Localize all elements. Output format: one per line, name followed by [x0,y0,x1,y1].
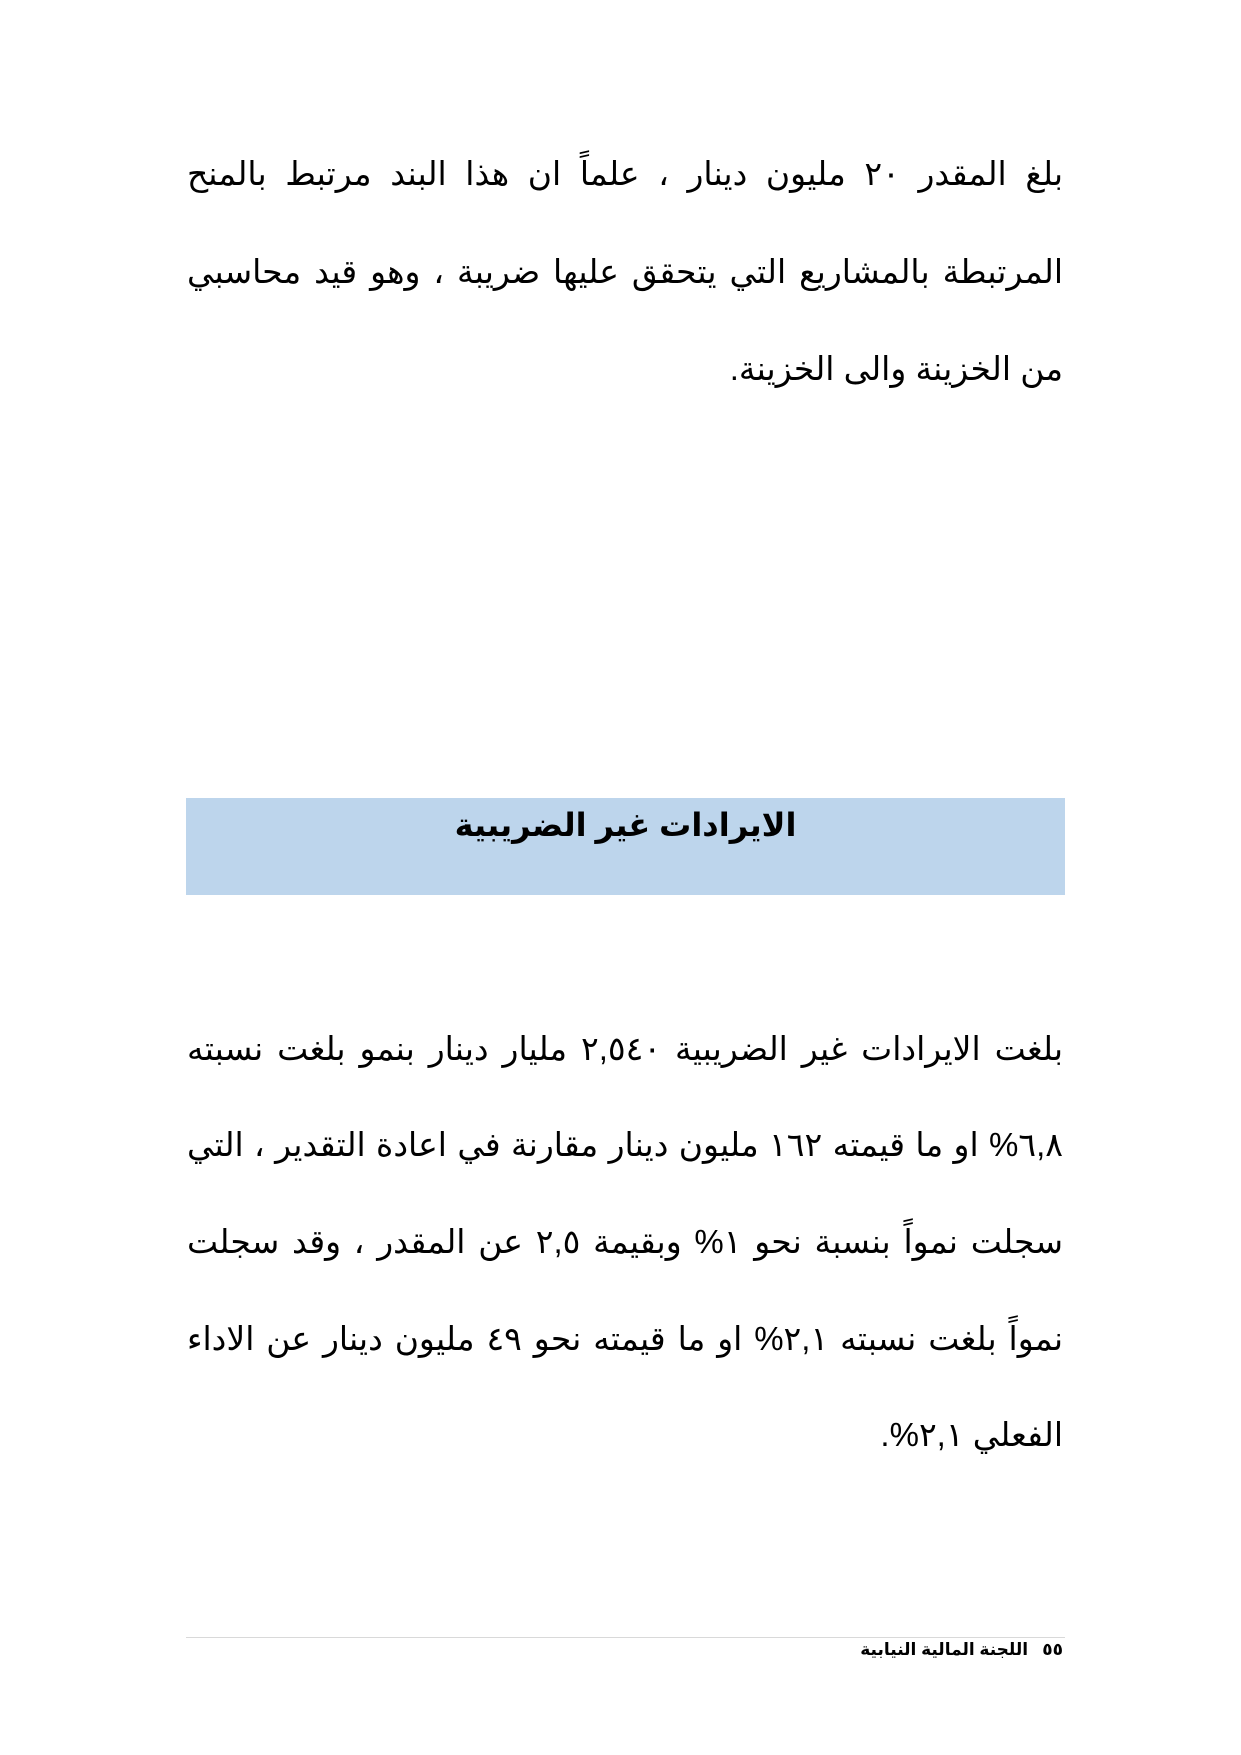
section-heading-box [186,798,1065,895]
paragraph-line: نمواً بلغت نسبته ٢,١% او ما قيمته نحو ٤٩ مليون دينار عن الاداء [187,1320,1064,1357]
paragraph-line: ٦,٨% او ما قيمته ١٦٢ مليون دينار مقارنة في اعادة التقدير ، التي [187,1126,1063,1163]
paragraph-line: من الخزينة والى الخزينة. [729,350,1063,387]
section-heading: الايرادات غير الضريبية [454,807,797,843]
paragraph-line: المرتبطة بالمشاريع التي يتحقق عليها ضريبة ، وهو قيد محاسبي [187,253,1063,290]
footer-divider [186,1637,1065,1638]
footer-text: اللجنة المالية النيابية [860,1640,1029,1659]
page-footer [860,1640,1063,1660]
paragraph-line: بلغت الايرادات غير الضريبية ٢,٥٤٠ مليار دينار بنمو بلغت نسبته [187,1030,1063,1067]
page-number: ٥٥ [1042,1640,1063,1659]
paragraph-line: الفعلي ٢,١%. [880,1416,1063,1453]
paragraph-line: بلغ المقدر ٢٠ مليون دينار ، علماً ان هذا البند مرتبط بالمنح [187,155,1064,192]
paragraph-line: سجلت نمواً بنسبة نحو ١% وبقيمة ٢,٥ عن المقدر ، وقد سجلت [187,1223,1063,1260]
